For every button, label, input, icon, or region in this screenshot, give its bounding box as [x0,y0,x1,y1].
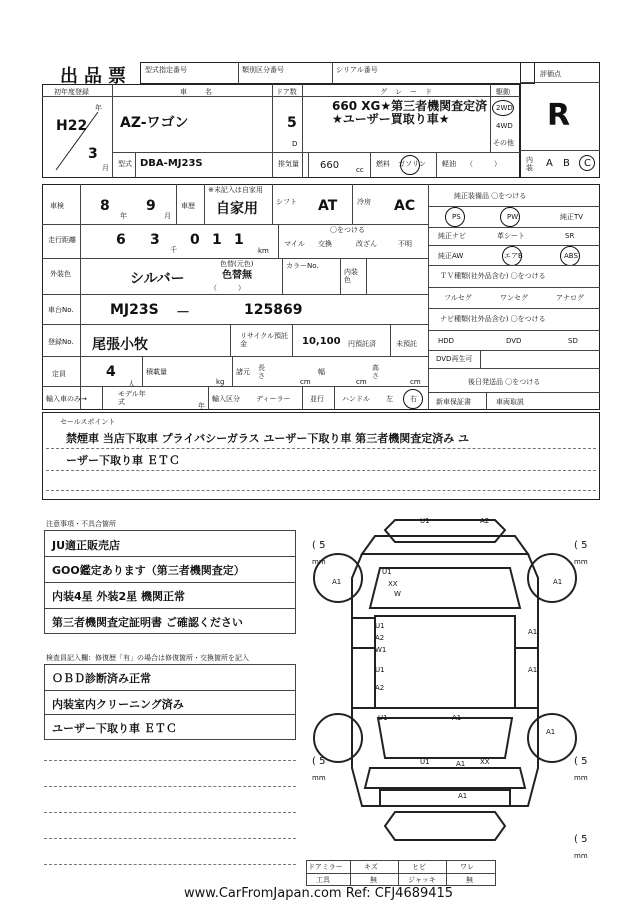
drive-4wd: 4WD [496,122,513,130]
mark-fl-tire: A1 [332,578,342,586]
tv-analog: アナログ [556,294,584,302]
shift-label: シフト [276,198,297,206]
chassis-dash: － [176,305,190,321]
tread-rl: ( 5 [312,756,326,767]
mileage-circle-note: 〇をつける [330,226,365,234]
chassis-model: MJ23S [110,302,159,318]
tread-spare-mm: mm [574,852,588,860]
equip-pw: PW [507,213,519,221]
grade-value: 660 XG★第三者機関査定済★ユーザー買取り車★ [332,99,488,126]
doors-d: D [292,140,298,148]
legend-scratch: キズ [364,863,378,871]
equip-tv: 純正TV [560,213,584,221]
equip-sr: SR [565,232,575,240]
after-warranty: 新車保証書 [436,398,471,406]
displacement-value: 660 [320,160,340,171]
handle-right: 右 [410,395,417,403]
mileage-km: km [258,247,269,255]
tv-oneseg: ワンセグ [500,294,528,302]
equipment-title: 純正装備品 〇をつける [454,192,527,200]
legend-jack-none: 無 [466,876,473,884]
chassis-label: 車台No. [48,306,74,314]
mileage-label: 走行距離 [48,236,76,244]
repaint-value: 色替無 [222,270,252,281]
equip-ps-circle [445,207,465,227]
inspector-label: 検査員記入欄：修復歴「有」の場合は修復箇所・交換箇所を記入 [46,654,249,662]
dims-width: 幅 [318,368,325,376]
after-ship-title: 後日発送品 〇をつける [468,378,541,386]
equip-pw-circle [500,207,520,227]
sales-point-line2: ーザー下取り車 ＥＴＣ [66,454,180,467]
handle-right-circle [403,389,423,409]
model-label: 型式 [118,160,132,168]
mileage-d4: 1 [212,232,222,248]
plate-value: 尾張小牧 [92,337,148,353]
mark-front-w: W [394,590,401,598]
mileage-thousand: 千 [170,246,177,254]
navi-dvd: DVD [506,337,522,345]
inspection-month-unit: 月 [164,212,171,220]
fuel-gasoline: ガソリン [398,160,426,168]
mark-roof-a2: A2 [480,517,490,525]
after-manual: 車両取説 [496,398,524,406]
legend-tools: 工具 [316,876,330,884]
type-cert-label: 型式指定番号 [145,66,187,74]
first-reg-label: 初年度登録 [54,88,89,96]
interior-c-circle [579,155,595,171]
mileage-tampered: 改ざん [356,240,377,248]
notes-item: GOO鑑定あります（第三者機関査定） [52,564,245,577]
drive-2wd-circle [492,100,514,116]
inspection-year: 8 [100,198,110,214]
equip-ps: PS [452,213,461,221]
inspector-item: ＯＢＤ診断済み正常 [52,672,151,685]
reg-slash [48,108,108,174]
mark-bottom-xx: XX [480,758,490,766]
plate-label: 登録No. [48,338,74,346]
car-name: AZ-ワゴン [120,115,189,131]
tread-fl: ( 5 [312,540,326,551]
drive-other: その他 [493,139,514,147]
recycle-label: リサイクル預託金 [240,332,289,348]
tread-rl-mm: mm [312,774,326,782]
dims-height: 高さ [372,364,379,380]
navi-type-title: ナビ種類(社外品含む) 〇をつける [440,315,546,323]
history-value: 自家用 [216,201,258,217]
reg-year-unit: 年 [95,104,102,112]
mileage-exchange: 交換 [318,240,332,248]
tread-fr-mm: mm [574,558,588,566]
chassis-number: 125869 [244,302,303,318]
tread-rr: ( 5 [574,756,588,767]
tread-fl-mm: mm [312,558,326,566]
ac-value: AC [394,198,416,214]
model-year-label: モデル年式 [118,390,146,406]
mark-bottom-a1: A1 [456,760,466,768]
class-no-label: 類別区分番号 [242,66,284,74]
mark-ldoor1-u1: U1 [375,622,385,630]
mark-roof-u1: U1 [420,517,430,525]
equip-abs-circle [560,246,580,266]
notes-label: 注意事項・不具合箇所 [46,520,116,528]
legend-mirror: ドアミラー [308,863,343,871]
document-title: 出品票 [60,66,132,87]
interior-c: C [584,158,591,169]
equip-aw: 純正AW [438,252,464,260]
mileage-unknown: 不明 [398,240,412,248]
capacity-value: 4 [106,364,116,380]
notes-item: 内装4星 外装2星 機関正常 [52,590,185,603]
interior-b: B [563,158,570,169]
navi-hdd: HDD [438,337,455,345]
inspection-label: 車検 [50,202,64,210]
notes-item: JU適正販売店 [52,539,121,552]
interior-label: 内装 [526,156,533,172]
color-label: 外装色 [50,270,71,278]
mileage-d3: 0 [190,232,200,248]
reg-month-unit: 月 [102,164,109,172]
fuel-diesel: 軽油 [442,160,456,168]
car-damage-diagram [300,508,600,868]
mark-ldoor2-u1: U1 [375,666,385,674]
recycle-deposited: 円預託済 [348,340,376,348]
car-name-label: 車名 [180,88,230,96]
repaint-label: 色替(元色) [220,260,254,268]
shift-value: AT [318,198,338,214]
load-kg: kg [216,378,225,386]
mark-rear-bumper: A1 [458,792,468,800]
mark-rr-tire: A1 [546,728,556,736]
mark-ldoor2-a2: A2 [375,684,385,692]
import-label: 輸入車のみ→ [46,395,87,403]
doors-value: 5 [287,115,297,131]
history-label: 車歴 [181,202,195,210]
inspector-item: ユーザー下取り車 ＥＴＣ [52,722,177,735]
equip-airbag: エアB [504,252,523,260]
recycle-value: 10,100 [302,336,341,347]
load-label: 積載量 [146,368,167,376]
import-dealer: ディーラー [256,395,291,403]
displacement-label: 排気量 [278,160,299,168]
mark-front-xx: XX [388,580,398,588]
rating-label: 評価点 [540,70,561,78]
navi-dvd-play: DVD再生可 [436,355,473,363]
displacement-unit: cc [356,166,364,174]
fuel-gasoline-circle [400,155,420,175]
notes-item: 第三者機関査定証明書 ご確認ください [52,616,243,629]
mark-rdoor1: A1 [528,628,538,636]
equip-abs: ABS [564,252,578,260]
ac-label: 冷房 [357,198,371,206]
mileage-d1: 6 [116,232,126,248]
dims-label: 諸元 [236,368,250,376]
legend-tools-none: 無 [370,876,377,884]
repaint-paren: （ ） [210,284,245,292]
reg-era: H22 [56,118,88,134]
drive-2wd: 2WD [496,104,513,112]
legend-crack: ヒビ [412,863,426,871]
tread-spare: ( 5 [574,834,588,845]
mark-center: A1 [452,714,462,722]
import-parallel: 並行 [310,395,324,403]
grade-label: グレード [380,88,440,96]
model-value: DBA-MJ23S [140,158,203,169]
tv-type-title: ＴＶ種類(社外品含む) 〇をつける [440,272,546,280]
capacity-unit: 人 [128,380,135,388]
mark-lrear-u1: U1 [378,714,388,722]
sales-point-line1: 禁煙車 当店下取車 プライバシーガラス ユーザー下取り車 第三者機関査定済み ユ [66,432,470,445]
mark-ldoor1-a2: A2 [375,634,385,642]
color-no-label: カラーNo. [286,262,319,270]
footer-ref: www.CarFromJapan.com Ref: CFJ4689415 [184,886,454,901]
tread-rr-mm: mm [574,774,588,782]
tread-fr: ( 5 [574,540,588,551]
color-value: シルバー [130,271,185,287]
dims-height-cm: cm [410,378,421,386]
serial-label: シリアル番号 [336,66,378,74]
equip-leather: 革シート [497,232,525,240]
interior-a: A [546,158,553,169]
mileage-d5: 1 [234,232,244,248]
inspector-item: 内装室内クリーニング済み [52,698,184,711]
equip-navi: 純正ナビ [438,232,466,240]
mark-ldoor1-w1: W1 [375,646,387,654]
tv-fullseg: フルセグ [444,294,472,302]
mark-front-u1: U1 [382,568,392,576]
inspection-year-unit: 年 [120,212,127,220]
drive-label: 駆動 [496,88,510,96]
dims-length: 長さ [258,364,265,380]
model-year-unit: 年 [198,402,205,410]
dims-length-cm: cm [300,378,311,386]
sales-point-label: セールスポイント [60,418,116,426]
recycle-undeposited: 未預託 [396,340,417,348]
mark-fr-tire: A1 [553,578,563,586]
mileage-mile: マイル [284,240,305,248]
handle-label: ハンドル [342,395,370,403]
doors-label: ドア数 [276,88,297,96]
import-type-label: 輸入区分 [212,395,240,403]
reg-month: 3 [88,146,98,162]
capacity-label: 定員 [52,370,66,378]
fuel-other: （ ） [466,160,501,168]
history-note: ※未記入は自家用 [208,186,263,194]
inspection-month: 9 [146,198,156,214]
handle-left: 左 [386,395,393,403]
interior-color-label: 内装色 [344,268,358,284]
legend-jack: ジャッキ [408,876,436,884]
fuel-label: 燃料 [376,160,390,168]
mark-bottom-u1: U1 [420,758,430,766]
legend-break: ワレ [460,863,474,871]
dims-width-cm: cm [356,378,367,386]
mileage-d2: 3 [150,232,160,248]
rating-value: R [547,98,571,133]
equip-airbag-circle [502,246,522,266]
mark-rdoor2: A1 [528,666,538,674]
navi-sd: SD [568,337,578,345]
